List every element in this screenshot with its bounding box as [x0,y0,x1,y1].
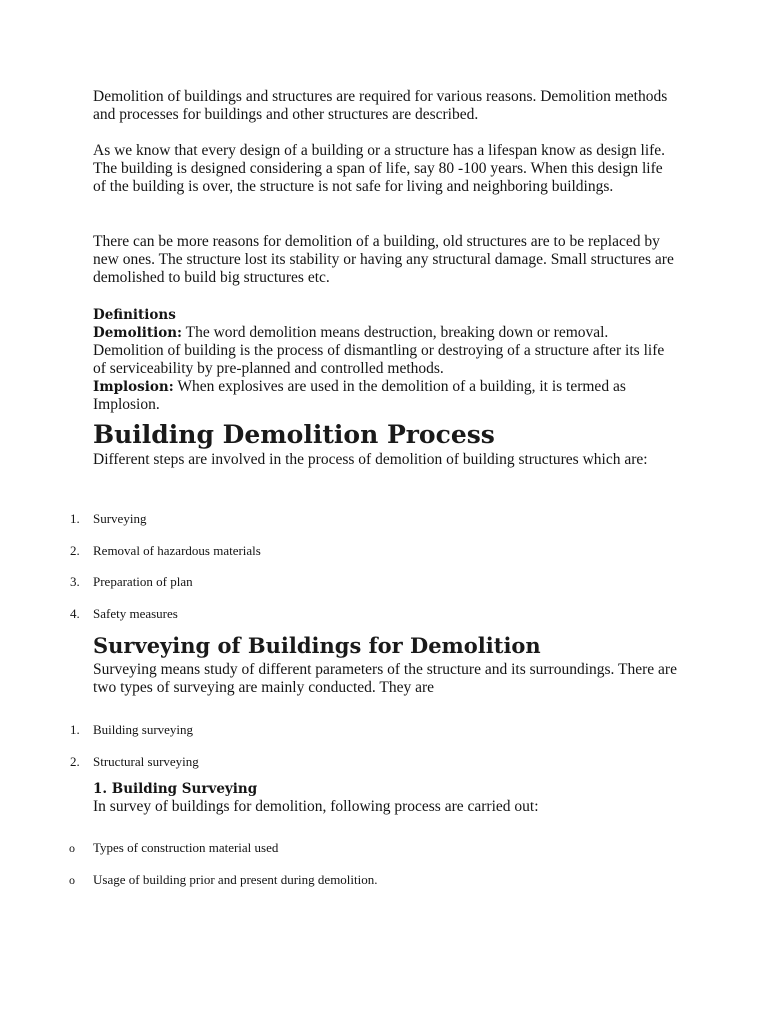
intro-paragraph-2: As we know that every design of a building or a structure has a lifespan know as design life. The building is designed considering a span of life, say 80 -100 years. When this design life of the building is over, the structure is not safe for living and neighboring buildings. [93,142,666,195]
list-item [0,573,700,591]
list-item-text: Structural surveying [93,754,199,769]
list-item-number: 2. [70,543,80,558]
bullet-icon: o [69,841,75,855]
surveying-intro: Surveying means study of different parameters of the structure and its surroundings. There are two types of surveying are mainly conducted. They are [93,661,677,696]
definition-demolition-text: The word demolition means destruction, breaking down or removal. Demolition of building is the process of dismantling or destroying of a structure after its life of serviceability by pre-planned and controlled methods. [93,324,665,377]
building-surveying-intro: In survey of buildings for demolition, following process are carried out: [93,798,539,815]
list-item-number: 2. [70,754,80,769]
building-surveying-heading: 1. Building Surveying [93,781,258,797]
process-intro: Different steps are involved in the process of demolition of building structures which are: [93,451,648,468]
intro-paragraph-1: Demolition of buildings and structures are required for various reasons. Demolition methods and processes for buildings and other structures are described. [93,88,668,123]
list-item [0,839,700,857]
definition-implosion [93,378,678,414]
list-item-number: 1. [70,722,80,737]
bullet-icon: o [69,873,75,887]
definitions-heading: Definitions [93,307,176,323]
intro-paragraph-3: There can be more reasons for demolition of a building, old structures are to be replaced by new ones. The structure lost its stability or having any structural damage. Small structures are demolished to build big structures etc. [93,233,674,286]
list-item-number: 4. [70,606,80,621]
list-item [0,871,700,889]
list-item-text: Preparation of plan [93,574,193,589]
list-item-text: Usage of building prior and present during demolition. [93,872,378,887]
list-item [0,753,700,771]
list-item-text: Removal of hazardous materials [93,543,261,558]
process-heading: Building Demolition Process [93,420,495,449]
list-item-text: Safety measures [93,606,178,621]
definitions-section [93,306,678,414]
list-item [0,605,700,623]
list-item-text: Surveying [93,511,147,526]
definition-demolition-label: Demolition: [93,325,183,341]
list-item [0,721,700,739]
definition-implosion-label: Implosion: [93,379,174,395]
list-item-text: Types of construction material used [93,840,279,855]
list-item-number: 3. [70,574,80,589]
definition-implosion-text: When explosives are used in the demolition of a building, it is termed as Implosion. [93,378,626,413]
definition-demolition [93,324,678,378]
surveying-heading: Surveying of Buildings for Demolition [93,633,541,658]
list-item [0,542,700,560]
list-item-number: 1. [70,511,80,526]
list-item [0,510,700,528]
list-item-text: Building surveying [93,722,194,737]
